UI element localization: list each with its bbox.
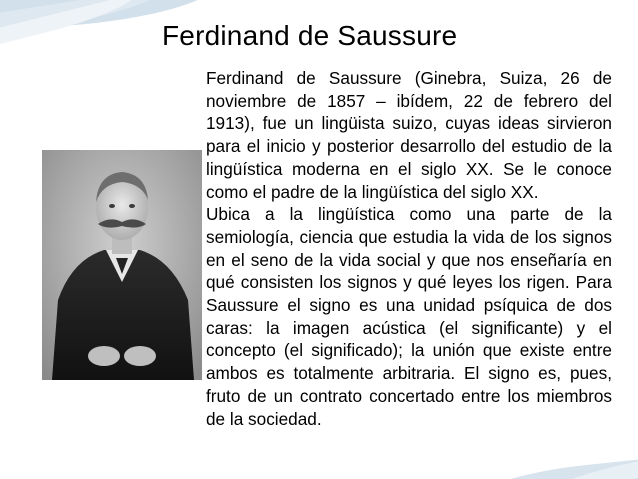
paragraph-biography: Ferdinand de Saussure (Ginebra, Suiza, 26 de noviembre de 1857 – ibídem, 22 de febrero del 1913), fue un lingüista suizo, cuyas ideas sirvieron para el inicio y posterior desarrollo del estudio de la lingüística moderna en el siglo XX. Se le conoce como el padre de la lingüística del siglo XX. — [206, 68, 612, 202]
body-text — [206, 67, 612, 430]
slide-title: Ferdinand de Saussure — [162, 20, 458, 51]
portrait-photo — [42, 150, 202, 380]
paragraph-semiology: Ubica a la lingüística como una parte de la semiología, ciencia que estudia la vida de los signos en el seno de la vida social y que nos enseñaría en qué consisten los signos y qué leyes los rigen. Para Saussure el signo es una unidad psíquica de dos caras: la imagen acústica (el significante) y el concepto (el significado); la unión que existe entre ambos es totalmente arbitraria. El signo es, pues, fruto de un contrato concertado entre los miembros de la sociedad. — [206, 204, 612, 429]
